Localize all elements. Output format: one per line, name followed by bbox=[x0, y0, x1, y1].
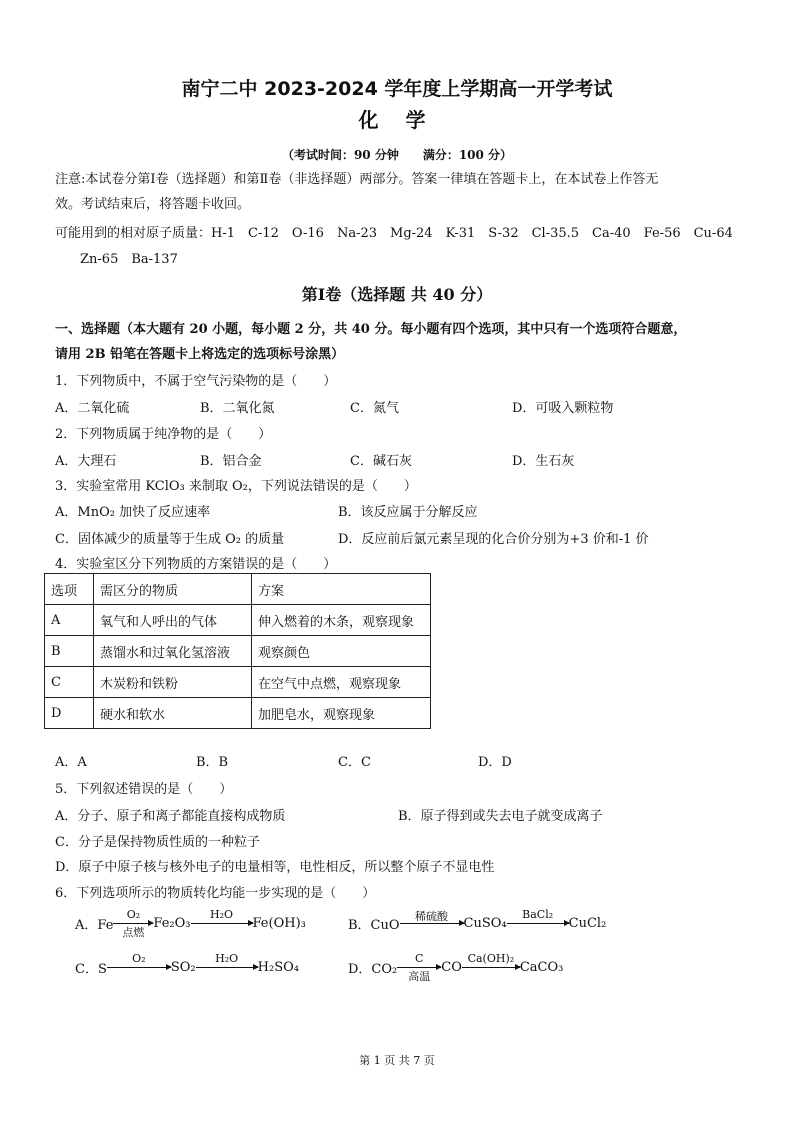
table-cell: 伸入燃着的木条，观察现象 bbox=[252, 605, 431, 636]
table-cell: 蒸馏水和过氧化氢溶液 bbox=[94, 636, 252, 667]
arrow-condition-above: H₂O bbox=[215, 952, 239, 965]
q3-option-d: D．反应前后氯元素呈现的化合价分别为+3 价和-1 价 bbox=[338, 532, 649, 547]
reaction-arrow bbox=[191, 910, 253, 936]
intermediate: CO bbox=[441, 959, 462, 975]
atomic-masses-line-2: Zn-65 Ba-137 bbox=[80, 252, 178, 267]
intermediate: Fe₂O₃ bbox=[153, 915, 191, 931]
table-cell: 在空气中点燃，观察现象 bbox=[252, 667, 431, 698]
q5-option-a: A．分子、原子和离子都能直接构成物质 bbox=[55, 809, 286, 824]
q5-option-d: D．原子中原子核与核外电子的电量相等，电性相反，所以整个原子不显电性 bbox=[55, 860, 495, 875]
product: CaCO₃ bbox=[519, 959, 564, 975]
reaction-arrow bbox=[397, 952, 441, 983]
section-title: 第Ⅰ卷（选择题 共 40 分） bbox=[301, 285, 493, 304]
q2-option-a: A．大理石 bbox=[55, 454, 117, 469]
q4-table bbox=[44, 573, 431, 729]
q6-option-d bbox=[348, 952, 564, 983]
q2-option-b: B．铝合金 bbox=[200, 454, 262, 469]
q1-option-c: C．氮气 bbox=[350, 401, 399, 416]
q6-option-c bbox=[75, 954, 299, 980]
table-header-cell: 需区分的物质 bbox=[94, 574, 252, 605]
reaction-arrow bbox=[400, 910, 464, 936]
q3-option-c: C．固体减少的质量等于生成 O₂ 的质量 bbox=[55, 532, 285, 547]
q1-option-b: B．二氧化氮 bbox=[200, 401, 275, 416]
q1-option-d: D．可吸入颗粒物 bbox=[512, 401, 614, 416]
atomic-masses-line-1: 可能用到的相对原子质量：H-1 C-12 O-16 Na-23 Mg-24 K-31 S-32 Cl-35.5 Ca-40 Fe-56 Cu-64 bbox=[55, 226, 733, 241]
reaction-arrow bbox=[462, 954, 520, 980]
q6-stem: 6．下列选项所示的物质转化均能一步实现的是（ ） bbox=[55, 886, 376, 901]
table-header-row bbox=[45, 574, 431, 605]
page-footer: 第 1 页 共 7 页 bbox=[359, 1054, 435, 1067]
arrow-condition-above: O₂ bbox=[132, 952, 146, 965]
q4-option-a: A．A bbox=[55, 755, 87, 770]
arrow-condition-above: H₂O bbox=[209, 908, 234, 921]
table-row bbox=[45, 636, 431, 667]
q5-option-b: B．原子得到或失去电子就变成离子 bbox=[398, 809, 603, 824]
table-cell: B bbox=[45, 636, 94, 667]
arrow-condition-below: 高温 bbox=[408, 970, 431, 983]
q5-stem: 5．下列叙述错误的是（ ） bbox=[55, 782, 233, 797]
arrow-condition-above: BaCl₂ bbox=[522, 908, 554, 921]
arrow-condition-above: O₂ bbox=[126, 908, 141, 921]
intermediate: CuSO₄ bbox=[463, 915, 507, 931]
exam-title: 南宁二中 2023-2024 学年度上学期高一开学考试 bbox=[181, 78, 613, 100]
q3-option-a: A．MnO₂ 加快了反应速率 bbox=[55, 505, 211, 520]
q1-stem: 1．下列物质中，不属于空气污染物的是（ ） bbox=[55, 374, 337, 389]
section-instructions-2: 请用 2B 铅笔在答题卡上将选定的选项标号涂黑） bbox=[55, 347, 345, 362]
arrow-condition-above: Ca(OH)₂ bbox=[467, 952, 515, 965]
table-row bbox=[45, 605, 431, 636]
q4-option-d: D．D bbox=[478, 755, 512, 770]
table-cell: 氧气和人呼出的气体 bbox=[94, 605, 252, 636]
table-cell: 木炭粉和铁粉 bbox=[94, 667, 252, 698]
q4-option-c: C．C bbox=[338, 755, 371, 770]
q4-option-b: B．B bbox=[196, 755, 229, 770]
section-instructions-1: 一、选择题（本大题有 20 小题，每小题 2 分，共 40 分。每小题有四个选项，其中只有一个选项符合题意， bbox=[55, 322, 687, 337]
table-header-cell: 方案 bbox=[252, 574, 431, 605]
notes-line-1: 注意:本试卷分第Ⅰ卷（选择题）和第Ⅱ卷（非选择题）两部分。答案一律填在答题卡上，在本试卷上作答无 bbox=[55, 172, 659, 187]
notes-line-2: 效。考试结束后，将答题卡收回。 bbox=[55, 197, 251, 212]
q6-option-a bbox=[75, 908, 306, 939]
exam-meta: （考试时间：90 分钟 满分：100 分） bbox=[281, 148, 513, 162]
product: Fe(OH)₃ bbox=[252, 915, 306, 931]
reaction-arrow bbox=[113, 908, 153, 939]
reaction-arrow bbox=[507, 910, 569, 936]
product: H₂SO₄ bbox=[257, 959, 299, 975]
table-cell: C bbox=[45, 667, 94, 698]
subject-title: 化 学 bbox=[358, 108, 436, 132]
q2-option-d: D．生石灰 bbox=[512, 454, 575, 469]
table-cell: 加肥皂水，观察现象 bbox=[252, 698, 431, 729]
reaction-arrow bbox=[196, 954, 258, 980]
table-cell: 硬水和软水 bbox=[94, 698, 252, 729]
arrow-condition-above: 稀硫酸 bbox=[415, 910, 449, 923]
table-cell: 观察颜色 bbox=[252, 636, 431, 667]
q4-stem: 4．实验室区分下列物质的方案错误的是（ ） bbox=[55, 557, 337, 572]
q6-option-b bbox=[348, 910, 606, 936]
table-row bbox=[45, 667, 431, 698]
reaction-arrow bbox=[107, 954, 171, 980]
reactant: C．S bbox=[75, 961, 107, 977]
table-row bbox=[45, 698, 431, 729]
q2-option-c: C．碱石灰 bbox=[350, 454, 412, 469]
reactant: B．CuO bbox=[348, 917, 400, 933]
intermediate: SO₂ bbox=[170, 959, 196, 975]
table-cell: D bbox=[45, 698, 94, 729]
table-header-cell: 选项 bbox=[45, 574, 94, 605]
q3-option-b: B．该反应属于分解反应 bbox=[338, 505, 478, 520]
q1-option-a: A．二氧化硫 bbox=[55, 401, 130, 416]
reactant: D．CO₂ bbox=[348, 961, 398, 977]
reactant: A．Fe bbox=[75, 917, 114, 933]
arrow-condition-below: 点燃 bbox=[122, 926, 145, 939]
q2-stem: 2．下列物质属于纯净物的是（ ） bbox=[55, 427, 272, 442]
q3-stem: 3．实验室常用 KClO₃ 来制取 O₂，下列说法错误的是（ ） bbox=[55, 479, 417, 494]
product: CuCl₂ bbox=[568, 915, 607, 931]
q5-option-c: C．分子是保持物质性质的一种粒子 bbox=[55, 835, 260, 850]
arrow-condition-above: C bbox=[415, 952, 424, 965]
table-cell: A bbox=[45, 605, 94, 636]
